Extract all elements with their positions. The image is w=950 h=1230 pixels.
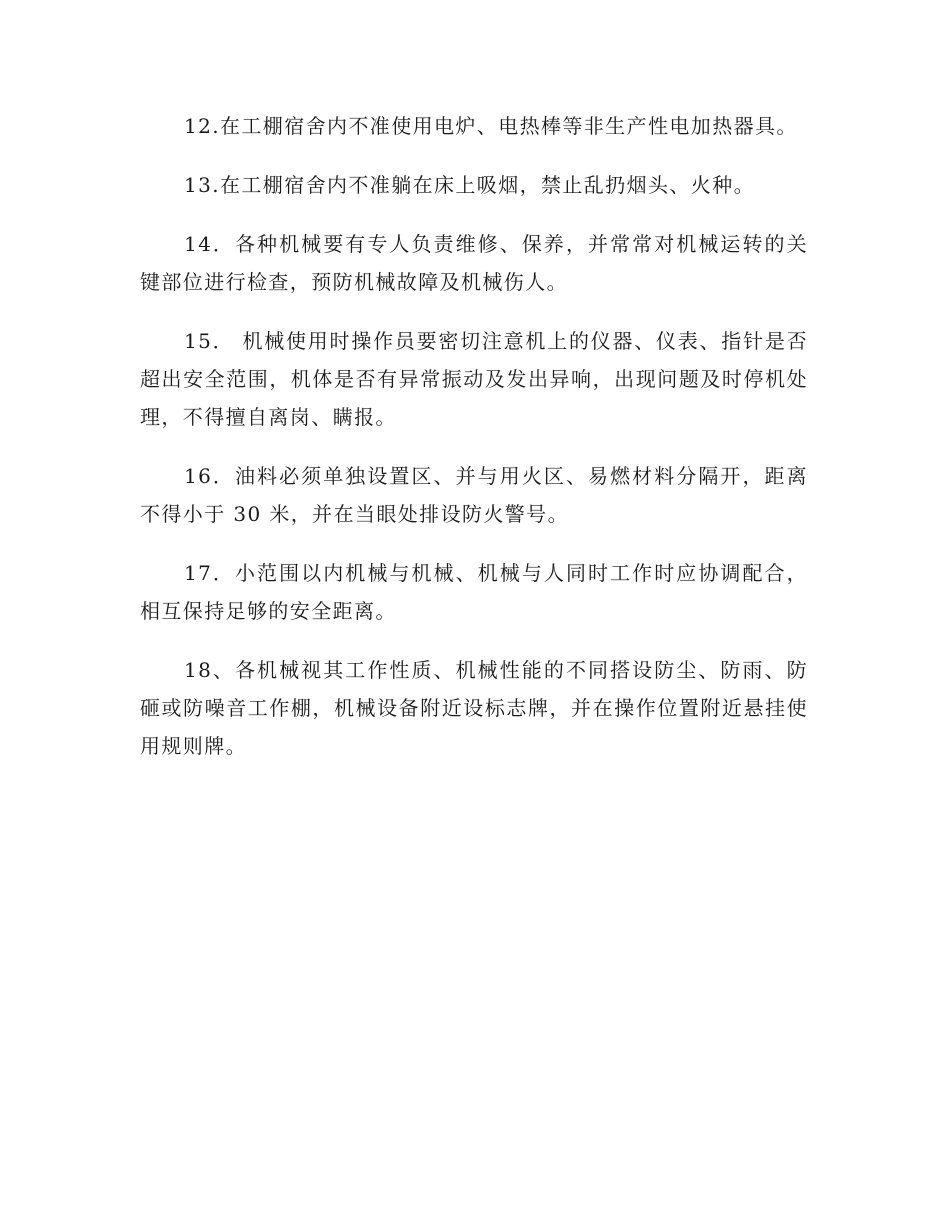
rule-paragraph-14: 14．各种机械要有专人负责维修、保养，并常常对机械运转的关键部位进行检查，预防机械故障及机械伤人。 [140,232,808,294]
rule-paragraph-12: 12.在工棚宿舍内不准使用电炉、电热棒等非生产性电加热器具。 [184,114,798,138]
document-body [140,107,808,786]
rule-paragraph-16: 16．油料必须单独设置区、并与用火区、易燃材料分隔开，距离不得小于 30 米，并在当眼处排设防火警号。 [140,464,808,526]
rule-paragraph-15: 15． 机械使用时操作员要密切注意机上的仪器、仪表、指针是否超出安全范围，机体是否有异常振动及发出异响，出现问题及时停机处理，不得擅自离岗、瞒报。 [140,329,808,429]
rule-paragraph-13: 13.在工棚宿舍内不准躺在床上吸烟，禁止乱扔烟头、火种。 [184,173,756,197]
rule-paragraph-17: 17．小范围以内机械与机械、机械与人同时工作时应协调配合，相互保持足够的安全距离。 [140,561,808,623]
rule-paragraph-18: 18、各机械视其工作性质、机械性能的不同搭设防尘、防雨、防砸或防噪音工作棚，机械设备附近设标志牌，并在操作位置附近悬挂使用规则牌。 [140,658,808,758]
